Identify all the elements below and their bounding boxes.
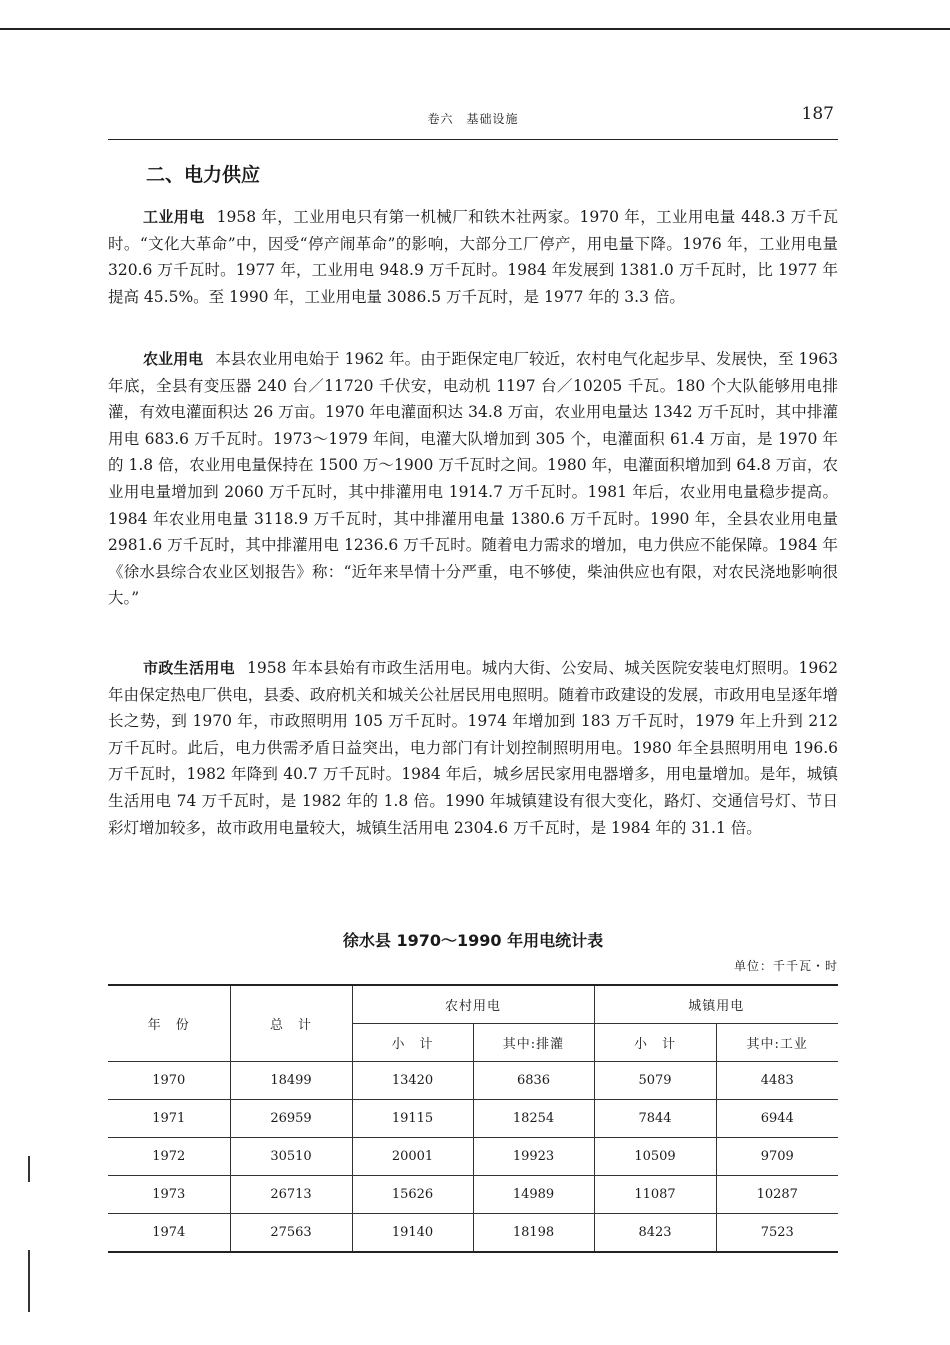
scan-top-border (0, 28, 950, 30)
header-divider (108, 139, 838, 140)
paragraph-agricultural-text: 本县农业用电始于 1962 年。由于距保定电厂较近，农村电气化起步早、发展快，至 1963 年底，全县有变压器 240 台／11720 千伏安，电动机 1197 台／10205 千瓦。180 个大队能够用电排灌，有效电灌面积达 26 万亩。1970 年电灌面积达 34.8 万亩，农业用电量达 1342 万千瓦时，其中排灌用电 683.6 万千瓦时。1973～1979 年间，电灌大队增加到 305 个，电灌面积 61.4 万亩，是 1970 年的 1.8 倍，农业用电量保持在 1500 万～1900 万千瓦时之间。1980 年，电灌面积增加到 64.8 万亩，农业用电量增加到 2060 万千瓦时，其中排灌用电 1914.7 万千瓦时。1981 年后，农业用电量稳步提高。1984 年农业用电量 3118.9 万千瓦时，其中排灌用电量 1380.6 万千瓦时。1990 年，全县农业用电量 2981.6 万千瓦时，其中排灌用电 1236.6 万千瓦时。随着电力需求的增加，电力供应不能保障。1984 年《徐水县综合农业区划报告》称：“近年来旱情十分严重，电不够使，柴油供应也有限，对农民浇地影响很大。” (108, 350, 838, 608)
paragraph-municipal-text: 1958 年本县始有市政生活用电。城内大街、公安局、城关医院安装电灯照明。1962 年由保定热电厂供电，县委、政府机关和城关公社居民用电照明。随着市政建设的发展，市政用电呈逐年增长之势，到 1970 年，市政照明用 105 万千瓦时。1974 年增加到 183 万千瓦时，1979 年上升到 212 万千瓦时。此后，电力供需矛盾日益突出，电力部门有计划控制照明用电。1980 年全县照明用电 196.6 万千瓦时，1982 年降到 40.7 万千瓦时。1984 年后，城乡居民家用电器增多，用电量增加。是年，城镇生活用电 74 万千瓦时，是 1982 年的 1.8 倍。1990 年城镇建设有很大变化，路灯、交通信号灯、节日彩灯增加较多，故市政用电量较大，城镇生活用电 2304.6 万千瓦时，是 1984 年的 31.1 倍。 (108, 659, 838, 837)
header-rural-irrigation: 其中:排灌 (473, 1024, 594, 1062)
cell-rural-irrigation: 18198 (473, 1214, 594, 1253)
cell-total: 26713 (230, 1176, 352, 1214)
cell-rural-irrigation: 14989 (473, 1176, 594, 1214)
scan-margin-mark (28, 1250, 30, 1312)
cell-urban-subtotal: 5079 (594, 1062, 716, 1100)
table-title: 徐水县 1970～1990 年用电统计表 (342, 931, 604, 950)
cell-urban-subtotal: 8423 (594, 1214, 716, 1253)
cell-total: 27563 (230, 1214, 352, 1253)
table-unit: 单位：千千瓦・时 (733, 959, 838, 973)
cell-year: 1972 (108, 1138, 230, 1176)
table-row (108, 1176, 838, 1214)
paragraph-industrial (108, 204, 838, 310)
page-number: 187 (801, 104, 834, 124)
cell-urban-industry: 9709 (716, 1138, 838, 1176)
header-urban-industry: 其中:工业 (716, 1024, 838, 1062)
cell-rural-irrigation: 6836 (473, 1062, 594, 1100)
paragraph-industrial-text: 1958 年，工业用电只有第一机械厂和铁木社两家。1970 年，工业用电量 448.3 万千瓦时。“文化大革命”中，因受“停产闹革命”的影响，大部分工厂停产，用电量下降。1976 年，工业用电量 320.6 万千瓦时。1977 年，工业用电 948.9 万千瓦时。1984 年发展到 1381.0 万千瓦时，比 1977 年提高 45.5%。至 1990 年，工业用电量 3086.5 万千瓦时，是 1977 年的 3.3 倍。 (108, 208, 838, 306)
header-total: 总 计 (230, 985, 352, 1062)
cell-rural-subtotal: 19115 (352, 1100, 473, 1138)
cell-urban-industry: 6944 (716, 1100, 838, 1138)
cell-year: 1970 (108, 1062, 230, 1100)
table-row (108, 1100, 838, 1138)
paragraph-municipal (108, 655, 838, 841)
cell-rural-subtotal: 20001 (352, 1138, 473, 1176)
running-header (108, 102, 838, 138)
cell-total: 26959 (230, 1100, 352, 1138)
header-rural-subtotal: 小 计 (352, 1024, 473, 1062)
cell-urban-subtotal: 7844 (594, 1100, 716, 1138)
cell-total: 30510 (230, 1138, 352, 1176)
cell-rural-irrigation: 19923 (473, 1138, 594, 1176)
cell-rural-subtotal: 13420 (352, 1062, 473, 1100)
cell-urban-subtotal: 10509 (594, 1138, 716, 1176)
electricity-stats-table (108, 984, 838, 1253)
cell-rural-irrigation: 18254 (473, 1100, 594, 1138)
header-year: 年 份 (108, 985, 230, 1062)
cell-urban-industry: 4483 (716, 1062, 838, 1100)
header-urban: 城镇用电 (594, 985, 838, 1024)
section-heading: 二、电力供应 (146, 164, 261, 186)
cell-urban-industry: 7523 (716, 1214, 838, 1253)
cell-rural-subtotal: 19140 (352, 1214, 473, 1253)
header-urban-subtotal: 小 计 (594, 1024, 716, 1062)
term-municipal: 市政生活用电 (143, 659, 236, 677)
term-agricultural: 农业用电 (143, 350, 204, 368)
cell-year: 1973 (108, 1176, 230, 1214)
term-industrial: 工业用电 (143, 208, 205, 226)
cell-rural-subtotal: 15626 (352, 1176, 473, 1214)
header-rural: 农村用电 (352, 985, 594, 1024)
table-header-row (108, 985, 838, 1024)
table-row (108, 1214, 838, 1253)
cell-urban-industry: 10287 (716, 1176, 838, 1214)
running-header-section: 卷六 基础设施 (427, 112, 519, 126)
cell-urban-subtotal: 11087 (594, 1176, 716, 1214)
cell-year: 1974 (108, 1214, 230, 1253)
table-row (108, 1062, 838, 1100)
table-row (108, 1138, 838, 1176)
cell-year: 1971 (108, 1100, 230, 1138)
cell-total: 18499 (230, 1062, 352, 1100)
paragraph-agricultural (108, 346, 838, 612)
scan-margin-mark (28, 1156, 30, 1182)
